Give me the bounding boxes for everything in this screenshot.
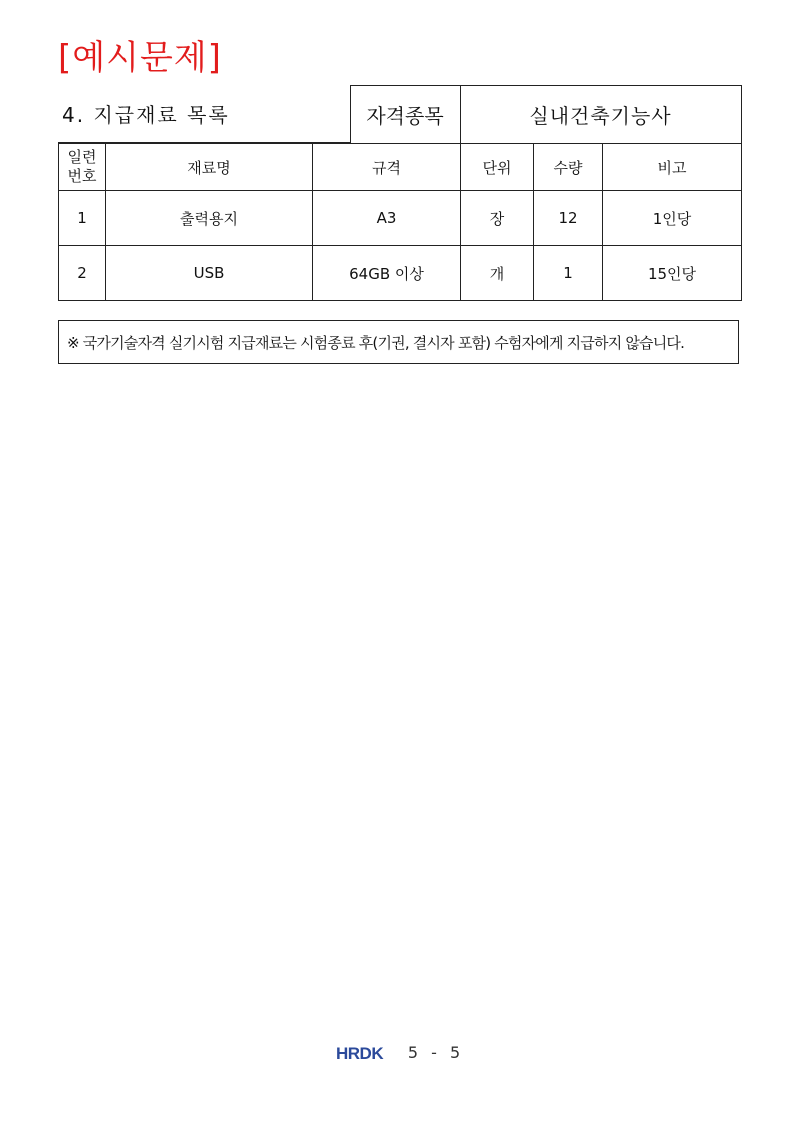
serial-header-line2: 번호 — [67, 167, 97, 185]
notice-text: ※ 국가기술자격 실기시험 지급재료는 시험종료 후(기권, 결시자 포함) 수험자에게 지급하지 않습니다. — [67, 333, 685, 352]
page-title: [예시문제] — [58, 38, 222, 78]
qualification-label: 자격종목 — [350, 86, 460, 143]
column-header-name: 재료명 — [106, 144, 313, 191]
header-table — [58, 85, 742, 143]
cell-quantity: 1 — [534, 246, 603, 301]
cell-unit: 장 — [461, 191, 534, 246]
notice-box — [58, 320, 739, 364]
cell-name: USB — [106, 246, 313, 301]
page-number: 5 - 5 — [407, 1043, 465, 1062]
cell-name: 출력용지 — [106, 191, 313, 246]
column-header-unit: 단위 — [461, 144, 534, 191]
qualification-value: 실내건축기능사 — [460, 86, 741, 143]
cell-note: 1인당 — [603, 191, 742, 246]
materials-table — [58, 143, 742, 301]
cell-spec: A3 — [313, 191, 461, 246]
serial-header-line1: 일련 — [67, 148, 97, 166]
cell-spec: 64GB 이상 — [313, 246, 461, 301]
table-row — [59, 191, 742, 246]
cell-no: 1 — [59, 191, 106, 246]
cell-note: 15인당 — [603, 246, 742, 301]
column-header-serial — [59, 144, 106, 191]
footer — [0, 1043, 800, 1062]
hrdk-logo — [336, 1044, 398, 1062]
cell-quantity: 12 — [534, 191, 603, 246]
cell-unit: 개 — [461, 246, 534, 301]
column-header-spec: 규격 — [313, 144, 461, 191]
column-header-quantity: 수량 — [534, 144, 603, 191]
table-row — [59, 246, 742, 301]
table-header-row — [59, 144, 742, 191]
hrdk-logo-text: HRDK — [335, 1043, 383, 1062]
column-header-note: 비고 — [603, 144, 742, 191]
cell-no: 2 — [59, 246, 106, 301]
section-title: 4. 지급재료 목록 — [58, 86, 350, 143]
